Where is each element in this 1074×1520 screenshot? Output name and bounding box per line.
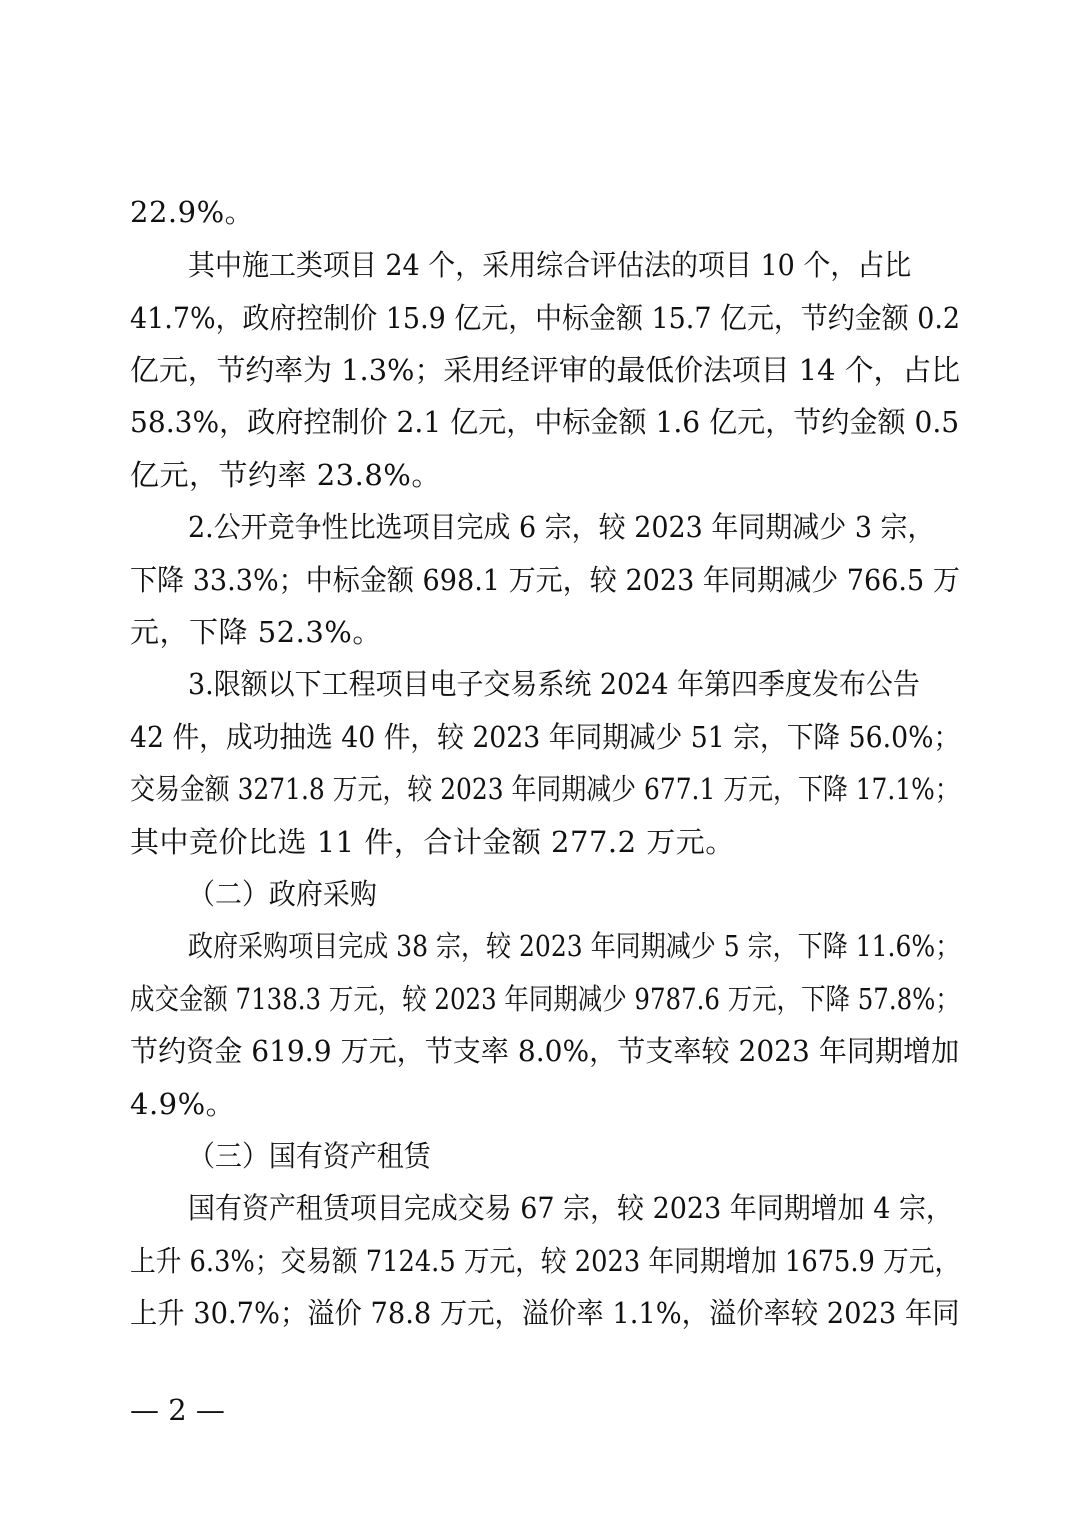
- text-line: 其中施工类项目 24 个，采用综合评估法的项目 10 个，占比: [188, 248, 912, 282]
- section-heading: （二）政府采购: [188, 877, 377, 911]
- text-line: 交易金额 3271.8 万元，较 2023 年同期减少 677.1 万元，下降 17.1%；: [130, 772, 960, 806]
- text-line: 政府采购项目完成 38 宗，较 2023 年同期减少 5 宗，下降 11.6%；: [188, 929, 961, 963]
- text-line: 58.3%，政府控制价 2.1 亿元，中标金额 1.6 亿元，节约金额 0.5: [130, 405, 960, 439]
- text-line: 元，下降 52.3%。: [130, 615, 382, 649]
- text-line: 22.9%。: [130, 195, 255, 229]
- text-line: 4.9%。: [130, 1087, 236, 1121]
- text-line: 节约资金 619.9 万元，节支率 8.0%，节支率较 2023 年同期增加: [130, 1034, 960, 1068]
- text-line: 其中竞价比选 11 件，合计金额 277.2 万元。: [130, 825, 735, 859]
- section-heading: （三）国有资产租赁: [188, 1139, 431, 1173]
- text-line: 3.限额以下工程项目电子交易系统 2024 年第四季度发布公告: [188, 667, 920, 701]
- text-line: 上升 6.3%；交易额 7124.5 万元，较 2023 年同期增加 1675.9 万元，: [130, 1244, 961, 1278]
- text-line: 41.7%，政府控制价 15.9 亿元，中标金额 15.7 亿元，节约金额 0.2: [130, 301, 961, 335]
- text-line: 下降 33.3%；中标金额 698.1 万元，较 2023 年同期减少 766.5 万: [130, 563, 960, 597]
- text-line: 42 件，成功抽选 40 件，较 2023 年同期减少 51 宗，下降 56.0%；: [130, 720, 961, 754]
- text-line: 亿元，节约率为 1.3%；采用经评审的最低价法项目 14 个，占比: [130, 353, 961, 387]
- text-line: 亿元，节约率 23.8%。: [130, 458, 441, 492]
- text-line: 2.公开竞争性比选项目完成 6 宗，较 2023 年同期减少 3 宗，: [188, 510, 935, 544]
- text-line: 成交金额 7138.3 万元，较 2023 年同期减少 9787.6 万元，下降 57.8%；: [130, 982, 960, 1016]
- page-number: — 2 —: [130, 1393, 225, 1427]
- text-line: 国有资产租赁项目完成交易 67 宗，较 2023 年同期增加 4 宗，: [188, 1191, 953, 1225]
- text-line: 上升 30.7%；溢价 78.8 万元，溢价率 1.1%，溢价率较 2023 年同: [130, 1296, 960, 1330]
